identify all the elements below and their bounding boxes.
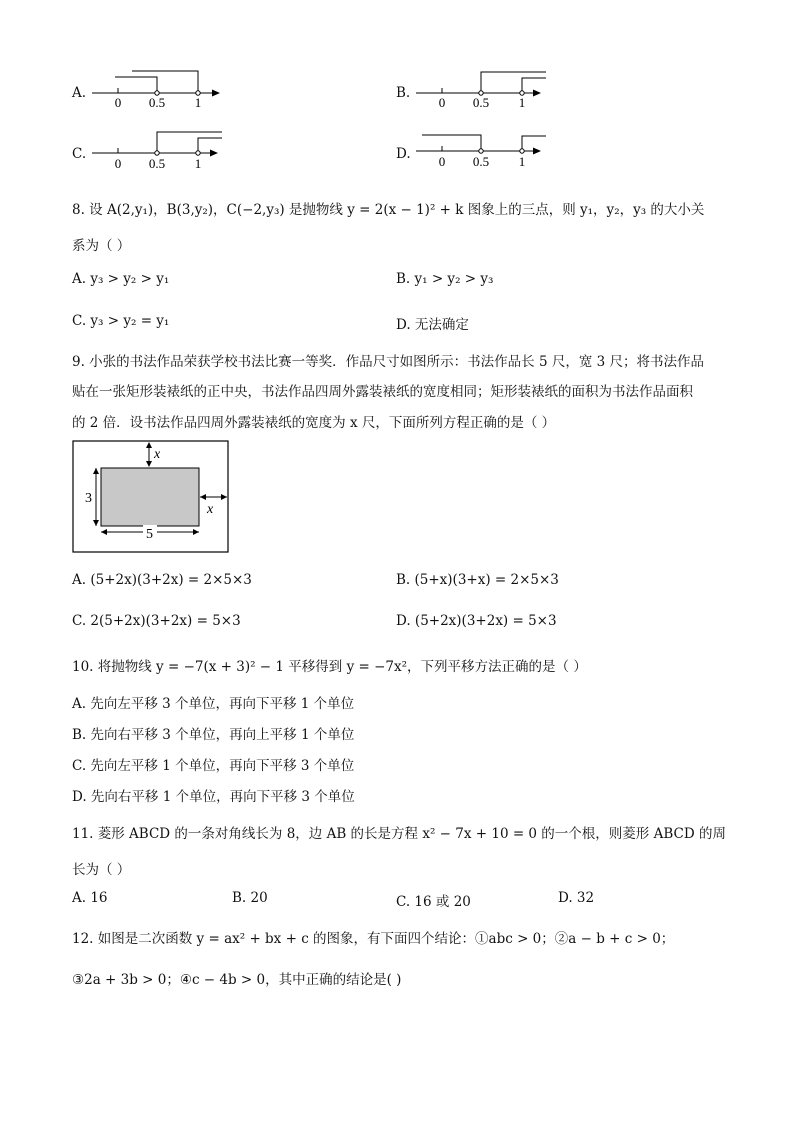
q9-option-d[interactable]: D. (5+2x)(3+2x) = 5×3	[396, 613, 557, 629]
q9-option-a[interactable]: A. (5+2x)(3+2x) = 2×5×3	[72, 572, 252, 588]
tick-label: 0	[438, 95, 446, 110]
tick-label: 1	[518, 95, 526, 110]
q9-mounting-diagram	[72, 440, 230, 554]
q11-option-c[interactable]: C. 16 或 20	[396, 894, 471, 910]
q7-option-b-label: B.	[396, 85, 411, 101]
q7-option-c-label: C.	[72, 146, 87, 162]
q10-option-b[interactable]: B. 先向右平移 3 个单位，再向上平移 1 个单位	[72, 727, 355, 743]
q7-option-d-label: D.	[396, 146, 411, 162]
q10-stem: 10. 将抛物线 y = −7(x + 3)² − 1 平移得到 y = −7x²，下列平移方法正确的是（ ）	[72, 659, 587, 675]
tick-label: 0.5	[148, 95, 166, 110]
q11-stem-line1: 11. 菱形 ABCD 的一条对角线长为 8，边 AB 的长是方程 x² − 7x + 10 = 0 的一个根，则菱形 ABCD 的周	[72, 826, 726, 842]
tick-label: 0	[114, 156, 122, 171]
tick-label: 0	[114, 95, 122, 110]
q11-option-d[interactable]: D. 32	[558, 890, 595, 906]
tick-label: 0	[438, 154, 446, 169]
q10-option-c[interactable]: C. 先向左平移 1 个单位，再向下平移 3 个单位	[72, 758, 355, 774]
tick-label: 1	[518, 154, 526, 169]
q7-option-a-label: A.	[72, 85, 87, 101]
tick-label: 0.5	[148, 156, 166, 171]
q8-option-d[interactable]: D. 无法确定	[396, 317, 469, 333]
tick-label: 0.5	[472, 95, 490, 110]
q8-stem-line2: 系为（ ）	[72, 238, 131, 254]
label-height-3: 3	[85, 491, 92, 506]
q9-stem-line3: 的 2 倍．设书法作品四周外露装裱纸的宽度为 x 尺，下面所列方程正确的是（ ）	[72, 415, 556, 431]
q10-option-d[interactable]: D. 先向右平移 1 个单位，再向下平移 3 个单位	[72, 789, 355, 805]
tick-label: 1	[194, 95, 202, 110]
label-x-top: x	[154, 447, 161, 462]
label-x-right: x	[207, 502, 214, 517]
q12-stem-line1: 12. 如图是二次函数 y = ax² + bx + c 的图象，有下面四个结论：①abc > 0；②a − b + c > 0；	[72, 931, 675, 947]
q9-option-c[interactable]: C. 2(5+2x)(3+2x) = 5×3	[72, 613, 241, 629]
q12-stem-line2: ③2a + 3b > 0；④c − 4b > 0，其中正确的结论是( )	[72, 972, 402, 988]
q7-option-b-number-line	[414, 66, 549, 112]
artwork-rect	[101, 468, 199, 526]
q11-option-b[interactable]: B. 20	[232, 890, 268, 906]
q9-stem-line2: 贴在一张矩形装裱纸的正中央，书法作品四周外露装裱纸的宽度相同；矩形装裱纸的面积为书法作品面积	[72, 384, 693, 400]
q9-option-b[interactable]: B. (5+x)(3+x) = 2×5×3	[396, 572, 559, 588]
q7-option-d-number-line	[414, 127, 549, 173]
label-width-5: 5	[146, 527, 153, 542]
q11-stem-line2: 长为（ ）	[72, 862, 131, 878]
q8-option-c[interactable]: C. y₃ > y₂ = y₁	[72, 313, 170, 329]
q7-option-c-number-line	[90, 127, 225, 173]
q11-option-a[interactable]: A. 16	[72, 890, 108, 906]
q9-stem-line1: 9. 小张的书法作品荣获学校书法比赛一等奖．作品尺寸如图所示：书法作品长 5 尺，宽 3 尺；将书法作品	[72, 354, 705, 370]
q7-option-a-number-line	[90, 66, 225, 112]
q10-option-a[interactable]: A. 先向左平移 3 个单位，再向下平移 1 个单位	[72, 696, 355, 712]
q8-option-a[interactable]: A. y₃ > y₂ > y₁	[72, 271, 170, 287]
q8-stem-line1: 8. 设 A(2,y₁)，B(3,y₂)，C(−2,y₃) 是抛物线 y = 2(x − 1)² + k 图象上的三点，则 y₁，y₂，y₃ 的大小关	[72, 202, 705, 218]
tick-label: 1	[194, 156, 202, 171]
q8-option-b[interactable]: B. y₁ > y₂ > y₃	[396, 271, 494, 287]
tick-label: 0.5	[472, 154, 490, 169]
